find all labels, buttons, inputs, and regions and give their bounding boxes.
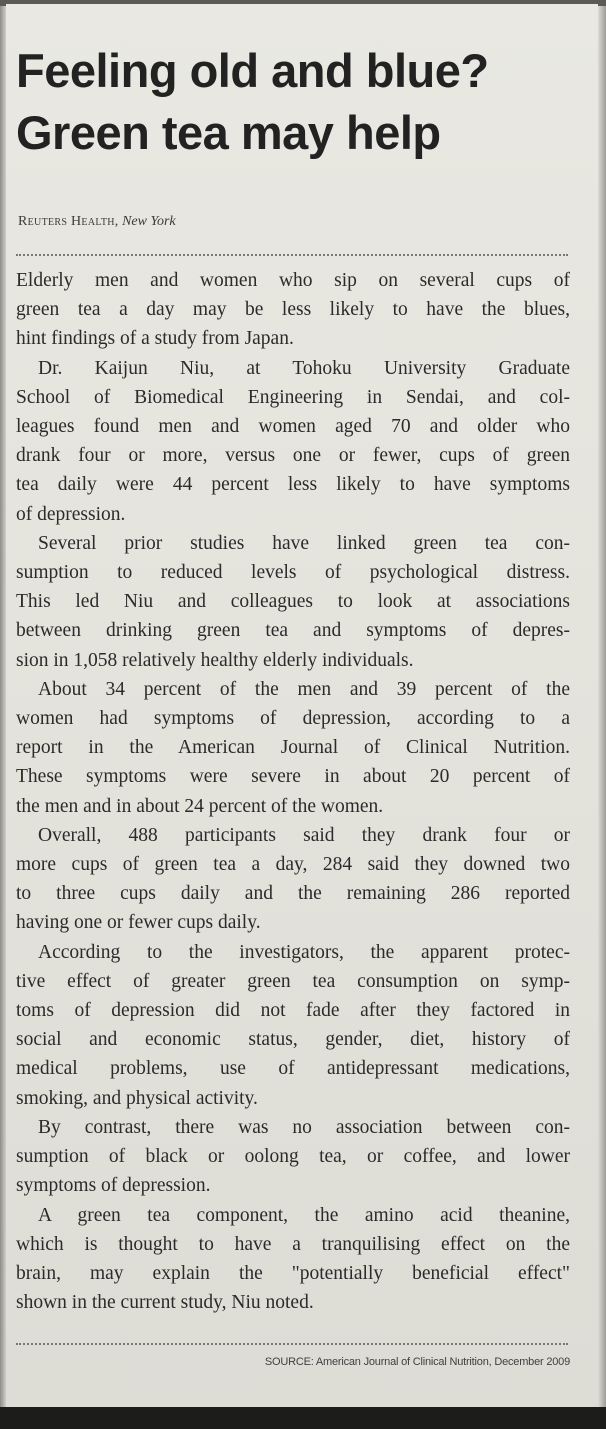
article-line: Dr. Kaijun Niu, at Tohoku University Graduate — [38, 357, 570, 379]
article-body — [16, 266, 570, 1317]
byline-agency: Reuters Health, — [18, 214, 119, 229]
dotted-divider-top — [16, 254, 568, 256]
article-paragraph — [16, 675, 570, 821]
article-line: between drinking green tea and symptoms of depres- — [16, 620, 570, 642]
article-line: According to the investigators, the apparent protec- — [38, 941, 570, 963]
article-paragraph — [16, 1201, 570, 1318]
article-line: symptoms of depression. — [16, 1175, 211, 1197]
article-line: tive effect of greater green tea consumption on symp- — [16, 970, 570, 992]
headline-line: Feeling old and blue? — [16, 44, 489, 97]
article-paragraph — [16, 821, 570, 938]
article-line: more cups of green tea a day, 284 said they downed two — [16, 854, 570, 876]
article-paragraph — [16, 938, 570, 1113]
article-line: sion in 1,058 relatively healthy elderly individuals. — [16, 649, 414, 671]
page-right-edge — [598, 6, 606, 1407]
article-line: By contrast, there was no association between con- — [38, 1116, 570, 1138]
article-line: Overall, 488 participants said they drank four or — [38, 824, 570, 846]
article-line: drank four or more, versus one or fewer, cups of green — [16, 445, 570, 467]
article-line: toms of depression did not fade after they factored in — [16, 1000, 570, 1022]
article-line: leagues found men and women aged 70 and older who — [16, 416, 570, 438]
article-line: green tea a day may be less likely to have the blues, — [16, 299, 570, 321]
byline — [18, 214, 176, 230]
article-line: hint findings of a study from Japan. — [16, 328, 294, 350]
dotted-divider-bottom — [16, 1343, 568, 1345]
byline-city: New York — [122, 214, 176, 229]
article-line: social and economic status, gender, diet, history of — [16, 1029, 570, 1051]
article-line: School of Biomedical Engineering in Sendai, and col- — [16, 386, 570, 408]
article-line: sumption of black or oolong tea, or coffee, and lower — [16, 1146, 570, 1168]
article-line: brain, may explain the "potentially beneficial effect" — [16, 1262, 570, 1284]
article-line: A green tea component, the amino acid theanine, — [38, 1204, 570, 1226]
article-line: having one or fewer cups daily. — [16, 912, 261, 934]
article-line: report in the American Journal of Clinical Nutrition. — [16, 737, 570, 759]
article-line: This led Niu and colleagues to look at associations — [16, 591, 570, 613]
article-line: About 34 percent of the men and 39 percent of the — [38, 678, 570, 700]
article-line: women had symptoms of depression, according to a — [16, 708, 570, 730]
article-line: which is thought to have a tranquilising effect on the — [16, 1233, 570, 1255]
article-line: Several prior studies have linked green tea con- — [38, 532, 570, 554]
article-line: tea daily were 44 percent less likely to have symptoms — [16, 474, 570, 496]
article-paragraph — [16, 529, 570, 675]
article-paragraph — [16, 266, 570, 354]
article-line: sumption to reduced levels of psychological distress. — [16, 562, 570, 584]
article-paragraph — [16, 1113, 570, 1201]
scan-bottom-edge — [0, 1407, 606, 1429]
headline-line: Green tea may help — [16, 106, 441, 159]
article-line: of depression. — [16, 503, 126, 525]
article-line: These symptoms were severe in about 20 percent of — [16, 766, 570, 788]
article-line: smoking, and physical activity. — [16, 1087, 258, 1109]
article-line: the men and in about 24 percent of the women. — [16, 795, 384, 817]
headline — [16, 40, 586, 164]
article-line: medical problems, use of antidepressant medications, — [16, 1058, 570, 1080]
source-credit: SOURCE: American Journal of Clinical Nutrition, December 2009 — [264, 1356, 570, 1368]
article-line: shown in the current study, Niu noted. — [16, 1292, 314, 1314]
article-line: Elderly men and women who sip on several cups of — [16, 270, 570, 291]
page-left-edge — [0, 6, 6, 1407]
article-paragraph — [16, 354, 570, 529]
article-line: to three cups daily and the remaining 286 reported — [16, 883, 570, 905]
